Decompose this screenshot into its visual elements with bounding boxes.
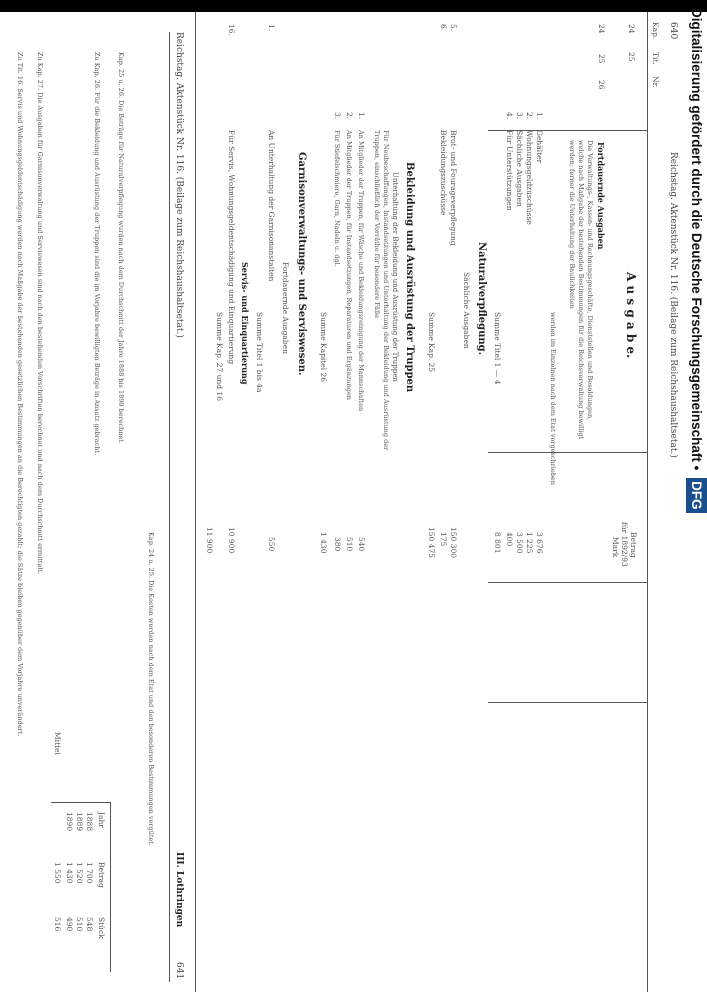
item-c3-no: 3. bbox=[333, 112, 342, 120]
item-a2-no: 2. bbox=[525, 112, 534, 120]
table-total-label: Mittel bbox=[53, 732, 62, 755]
sub-b: Sächliche Ausgaben bbox=[462, 272, 471, 349]
table-header-jahr: Jahr bbox=[97, 812, 106, 828]
subtotal-c-label: Summe Kapitel 26 bbox=[319, 312, 328, 383]
left-col-rule-3 bbox=[488, 582, 648, 583]
item-c3-label: Für Stiefelschmiere, Garn, Nadeln u. dgl. bbox=[333, 130, 341, 267]
item-a3-no: 3. bbox=[515, 112, 524, 120]
footnote-1: Zu Kap. 27. Die Ausgaben für Garnisonverwaltung und Serviswesen sind nach den bestehenden Vorschriften berechnet und nach dem Durchschnitt ermittelt. bbox=[36, 52, 44, 575]
dfg-logo: DFG bbox=[686, 478, 707, 513]
left-col-kap: Kap. bbox=[651, 22, 660, 40]
item-d1-value: 550 bbox=[267, 537, 276, 552]
item-d2-value: 10 900 bbox=[227, 527, 236, 554]
sub-d2: Servis- und Einquartierung bbox=[240, 262, 250, 385]
paragraph-1b: werden im Einzelnen nach dem Etat vorgeschrieben bbox=[549, 312, 557, 485]
amount-header-2: für 1892/93 bbox=[620, 522, 629, 567]
left-running-head: Reichstag. Aktenstück Nr. 116. (Beilage zum Reichshaushaltsetat.) bbox=[668, 152, 678, 458]
table-rule-left bbox=[51, 802, 111, 803]
item-a1-value: 3 676 bbox=[535, 532, 544, 554]
scanned-page bbox=[0, 12, 686, 1000]
item-c1-no: 1. bbox=[357, 112, 366, 120]
left-ref2-25: 25 bbox=[597, 54, 606, 64]
sub-d: Fortdauernde Ausgaben bbox=[281, 262, 290, 354]
item-b2-label: Bekleidungszuschüsse bbox=[439, 130, 448, 216]
heading-bekleidung: Bekleidung und Ausrüstung der Truppen bbox=[404, 162, 415, 393]
item-a4-value: 400 bbox=[505, 532, 514, 547]
item-b2-value: 175 bbox=[439, 532, 448, 547]
subtotal-c-value: 1 430 bbox=[319, 532, 328, 554]
right-header-rule bbox=[169, 32, 170, 982]
table-r3-c1: 1890 bbox=[65, 812, 74, 832]
left-col-rule-4 bbox=[488, 702, 648, 703]
table-total-betrag: 1 550 bbox=[53, 862, 62, 884]
item-a2-value: 1 225 bbox=[525, 532, 534, 554]
item-b1-label: Brot- und Fourageverpflegung bbox=[449, 130, 458, 246]
table-header-stueck: Stück bbox=[97, 917, 106, 939]
left-col-tit: Tit. bbox=[651, 52, 660, 65]
left-page-number: 640 bbox=[668, 22, 678, 40]
left-col-rule-2 bbox=[488, 452, 648, 453]
item-a2-label: Wohnungsgeldzuschüsse bbox=[525, 130, 534, 225]
top-black-bar bbox=[0, 0, 707, 12]
subtotal-b-value: 150 475 bbox=[427, 527, 436, 559]
right-running-head: Reichstag. Aktenstück Nr. 116. (Beilage zum Reichshaushaltsetat.) bbox=[174, 32, 184, 338]
item-a1-no: 1. bbox=[535, 112, 544, 120]
subtotal-d2-value: 11 900 bbox=[205, 527, 214, 554]
subtotal-d2: Summe Kap. 27 und 16 bbox=[215, 312, 224, 401]
table-r1-c2: 1 700 bbox=[85, 862, 94, 884]
left-col-nr: Nr. bbox=[651, 76, 660, 88]
subtotal-a-value: 8 801 bbox=[493, 532, 502, 554]
table-r1-c1: 1888 bbox=[85, 812, 94, 832]
item-d1-label: An Unterhaltung der Garnisonanstalten bbox=[267, 130, 276, 282]
table-r3-c2: 1 430 bbox=[65, 862, 74, 884]
item-a4-no: 4. bbox=[505, 112, 514, 120]
table-r3-c3: 490 bbox=[65, 917, 74, 932]
table-rule-top bbox=[110, 802, 111, 972]
table-r2-c3: 510 bbox=[75, 917, 84, 932]
paragraph-c: Für Neubeschaffungen, Instandsetzungen und Unterhaltung der Bekleidung und Ausrüstung der Truppen, einschließlich der Vorräthe für besondere Fälle bbox=[373, 130, 390, 451]
item-c2-label: An Mitglieder der Truppen, für Instandsetzungen, Reparaturen und Ergänzungen bbox=[345, 130, 353, 400]
table-r2-c1: 1889 bbox=[75, 812, 84, 832]
dfg-watermark bbox=[686, 8, 707, 998]
table-r1-c3: 548 bbox=[85, 917, 94, 932]
subtotal-b-label: Summe Kap. 25 bbox=[427, 312, 436, 373]
item-d1-no: 1. bbox=[267, 24, 276, 32]
item-c1-label: An Mitglieder der Truppen, für Wäsche und Bekleidungsreinigung der Mannschaften bbox=[357, 130, 365, 412]
item-b1-no: 5. bbox=[449, 24, 458, 32]
item-a1-label: Gehälter bbox=[535, 130, 544, 164]
item-c2-value: 510 bbox=[345, 537, 354, 552]
paragraph-1: Die Verwaltungs-, Kassen- und Rechnungsgeschäfte, Dienststellen und Besoldungen, welche nach Maßgabe der bestehenden Bestimmungen für die Reichsverwaltung bewilligt werden; ferner die Unterhaltung der Baulichkeiten bbox=[568, 140, 594, 440]
table-r2-c2: 1 520 bbox=[75, 862, 84, 884]
footnote-2: Zu Tit. 16. Servis und Wohnungsgeldentschädigung werden nach Maßgabe der bestehenden gesetzlichen Bestimmungen an die Berechtigten gezahlt; die Sätze bleiben gegenüber dem Vorjahre unverändert. bbox=[16, 52, 24, 737]
subtotal-a-label: Summe Titel 1 — 4 bbox=[493, 312, 502, 385]
heading-naturalverpflegung: Naturalverpflegung. bbox=[476, 242, 487, 356]
dfg-banner-text: Digitalisierung gefördert durch die Deutsche Forschungsgemeinschaft • bbox=[689, 8, 704, 471]
amount-header-3: Mark bbox=[611, 537, 620, 558]
left-ref-25: 25 bbox=[627, 52, 636, 62]
table-header-betrag: Betrag bbox=[97, 862, 106, 888]
left-ref-24: 24 bbox=[627, 24, 636, 34]
item-a3-label: Sächliche Ausgaben bbox=[515, 130, 524, 207]
left-ref2-24: 24 bbox=[597, 24, 606, 34]
right-section: III. Lothringen bbox=[174, 852, 184, 928]
subtotal-d1: Summe Titel 1 bis 4a bbox=[255, 312, 264, 393]
table-total-stueck: 516 bbox=[53, 917, 62, 932]
note-2: Kap. 25 u. 26. Die Beträge für Naturalverpflegung wurden nach dem Durchschnitt der Jahre 1888 bis 1890 berechnet. bbox=[117, 52, 125, 445]
rotated-spread bbox=[0, 12, 686, 1000]
left-ref2-26: 26 bbox=[597, 80, 606, 90]
item-c1-value: 540 bbox=[357, 537, 366, 552]
right-page-number: 641 bbox=[174, 962, 184, 980]
heading-garnison: Garnisonverwaltungs- und Serviswesen. bbox=[296, 152, 307, 376]
item-c2-no: 2. bbox=[345, 112, 354, 120]
item-b1-value: 150 300 bbox=[449, 527, 458, 559]
item-d2-no: 16. bbox=[227, 24, 236, 36]
item-c3-value: 380 bbox=[333, 537, 342, 552]
page-divider bbox=[195, 12, 196, 992]
left-header-rule bbox=[647, 12, 648, 992]
note-3: Zu Kap. 26. Für die Bekleidung und Ausrüstung der Truppen sind die im Vorjahre bewilligten Beträge in Ansatz gebracht. bbox=[93, 52, 101, 456]
section-title-ausgabe: A u s g a b e. bbox=[624, 272, 638, 359]
item-b2-no: 6. bbox=[439, 24, 448, 32]
item-d2-label: Für Servis, Wohnungsgeldentschädigung und Einquartierung bbox=[227, 130, 236, 365]
item-a4-label: Für Unterstützungen bbox=[505, 130, 514, 211]
note-1: Kap. 24 u. 25. Die Kosten werden nach dem Etat und den besonderen Bestimmungen vergütet. bbox=[147, 532, 155, 847]
sub-c: Unterhaltung der Bekleidung und Ausrüstung der Truppen bbox=[391, 172, 399, 382]
subheading-fortdauernde: Fortdauernde Ausgaben bbox=[596, 142, 606, 250]
amount-header-1: Betrag bbox=[629, 532, 638, 558]
item-a3-value: 3 500 bbox=[515, 532, 524, 554]
